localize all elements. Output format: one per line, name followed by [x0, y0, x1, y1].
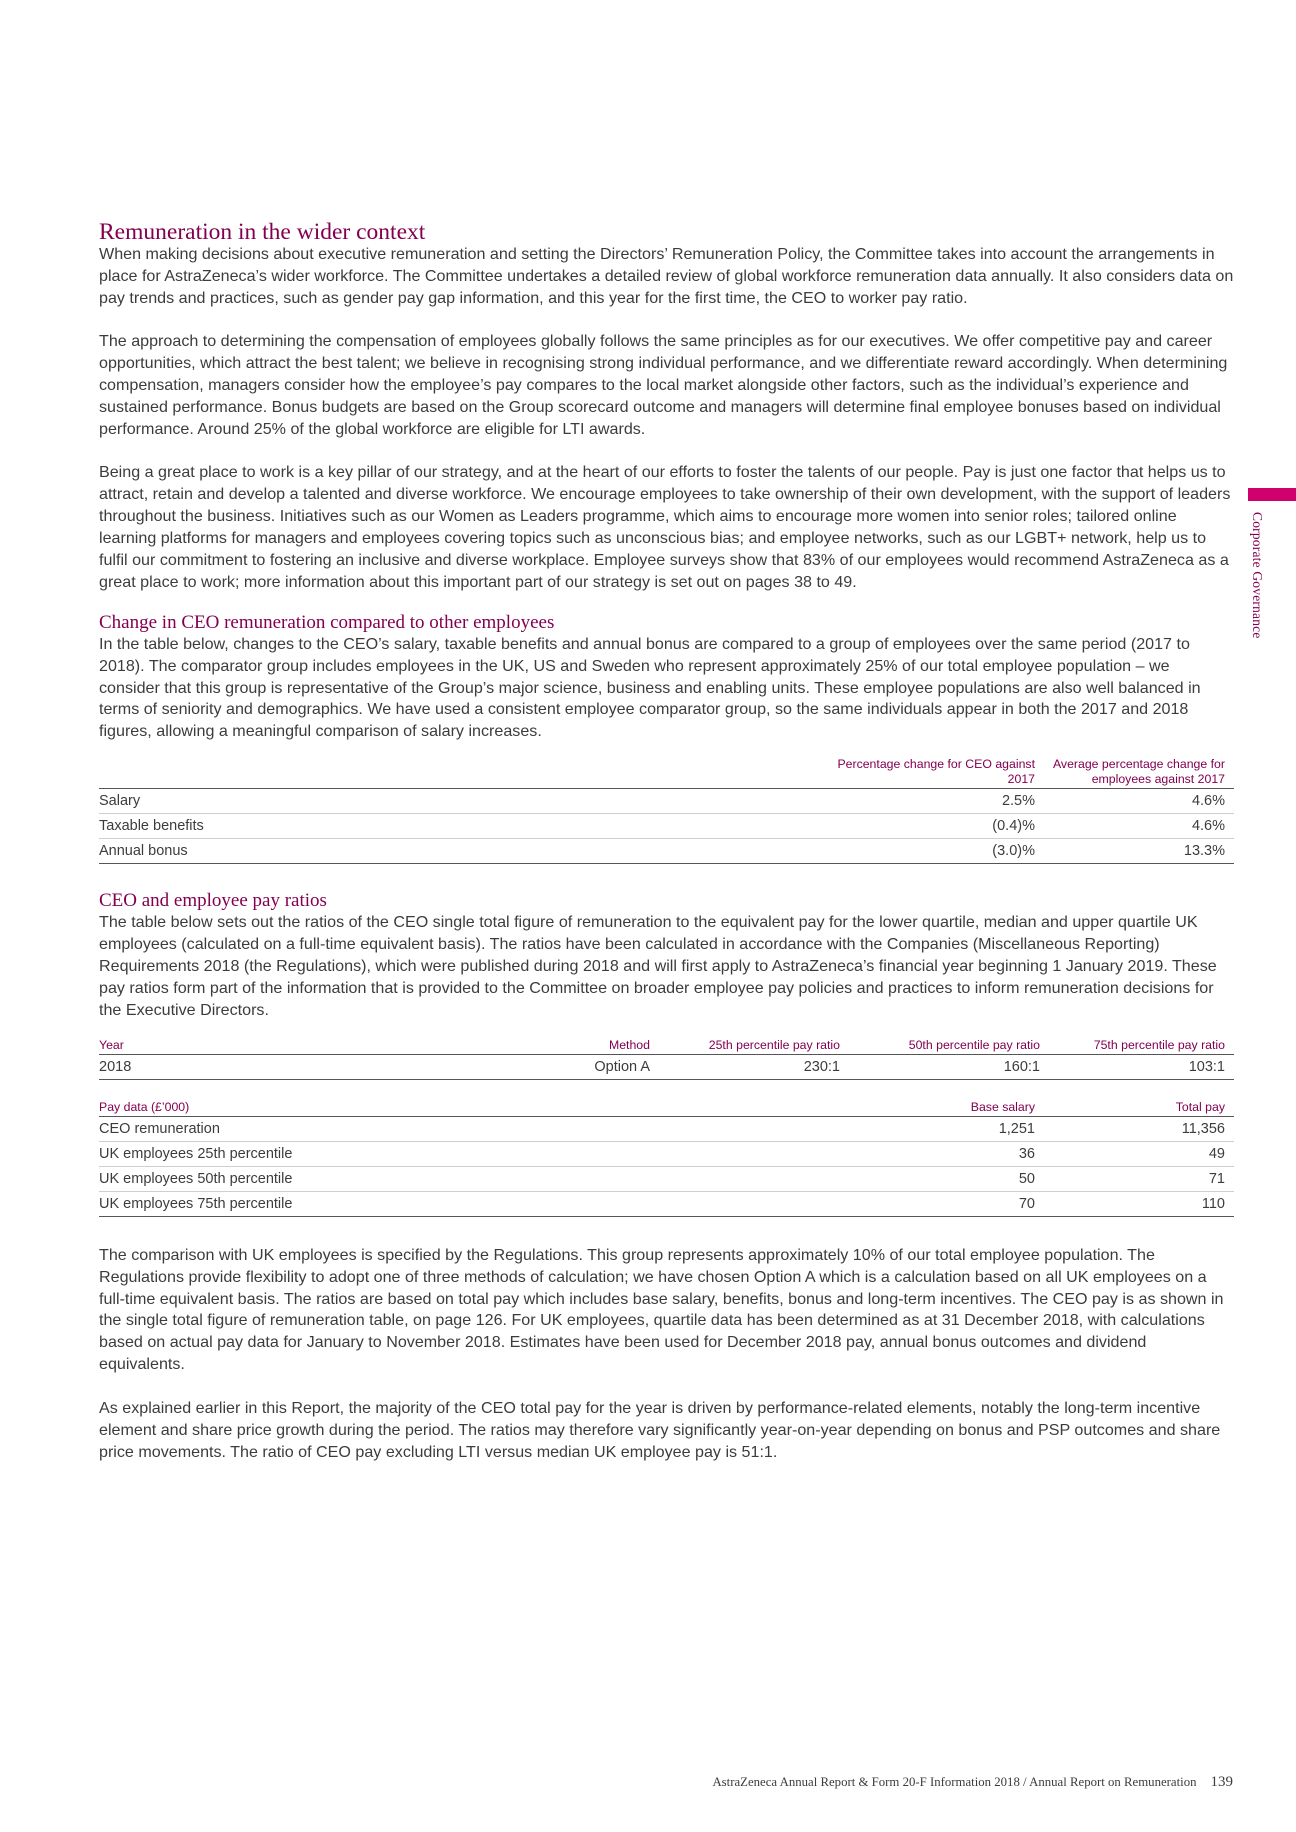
- table-cell: 230:1: [659, 1054, 849, 1079]
- table-header-cell: [99, 757, 824, 789]
- table-header-cell: Total pay: [1044, 1100, 1234, 1117]
- table-cell: 1,251: [824, 1116, 1044, 1141]
- table-cell: 50: [824, 1166, 1044, 1191]
- table-cell: 70: [824, 1191, 1044, 1216]
- paragraph: The table below sets out the ratios of the CEO single total figure of remuneration to the equivalent pay for the lower quartile, median and upper quartile UK employees (calculated on a full-time equivalent basis). The ratios have been calculated in accordance with the Companies (Miscellaneous Reporting) Requirements 2018 (the Regulations), which were published during 2018 and will first apply to AstraZeneca’s financial year beginning 1 January 2019. These pay ratios form part of the information that is provided to the Committee on broader employee pay policies and practices to inform remuneration decisions for the Executive Directors.: [99, 913, 1217, 1019]
- table-row: [99, 814, 1234, 839]
- table-header-cell: Percentage change for CEO against 2017: [824, 757, 1044, 789]
- paragraph: When making decisions about executive remuneration and setting the Directors’ Remuneration Policy, the Committee takes into account the arrangements in place for AstraZeneca’s wider workforce. The Committee undertakes a detailed review of global workforce remuneration data annually. It also considers data on pay trends and practices, such as gender pay gap information, and this year for the first time, the CEO to worker pay ratio.: [99, 245, 1234, 307]
- table-header-cell: 25th percentile pay ratio: [659, 1038, 849, 1055]
- table-row: [99, 1166, 1234, 1191]
- table-row: [99, 1191, 1234, 1216]
- paragraph: The comparison with UK employees is specified by the Regulations. This group represents approximately 10% of our total employee population. The Regulations provide flexibility to adopt one of three methods of calculation; we have chosen Option A which is a calculation based on all UK employees on a full-time equivalent basis. The ratios are based on total pay which includes base salary, benefits, bonus and long-term incentives. The CEO pay is as shown in the single total figure of remuneration table, on page 126. For UK employees, quartile data has been determined as at 31 December 2018, with calculations based on actual pay data for January to November 2018. Estimates have been used for December 2018 pay, annual bonus outcomes and dividend equivalents.: [99, 1245, 1224, 1374]
- table-cell: 160:1: [849, 1054, 1049, 1079]
- table-cell: UK employees 50th percentile: [99, 1166, 824, 1191]
- table-cell: CEO remuneration: [99, 1116, 824, 1141]
- paragraph: The approach to determining the compensation of employees globally follows the same principles as for our executives. We offer competitive pay and career opportunities, which attract the best talent; we believe in recognising strong individual performance, and we differentiate reward accordingly. When determining compensation, managers consider how the employee’s pay compares to the local market alongside other factors, such as the individual’s experience and sustained performance. Bonus budgets are based on the Group scorecard outcome and managers will determine final employee bonuses based on individual performance. Around 25% of the global workforce are eligible for LTI awards.: [99, 332, 1228, 438]
- table-cell: Taxable benefits: [99, 814, 824, 839]
- table-cell: (0.4)%: [824, 814, 1044, 839]
- paragraph: As explained earlier in this Report, the majority of the CEO total pay for the year is driven by performance-related elements, notably the long-term incentive element and share price growth during the period. The ratios may therefore vary significantly year-on-year depending on bonus and PSP outcomes and share price movements. The ratio of CEO pay excluding LTI versus median UK employee pay is 51:1.: [99, 1398, 1221, 1461]
- table-header-cell: 50th percentile pay ratio: [849, 1038, 1049, 1055]
- table-cell: 49: [1044, 1141, 1234, 1166]
- table-cell: Annual bonus: [99, 839, 824, 864]
- page-number: 139: [1210, 1774, 1233, 1790]
- table-header-cell: 75th percentile pay ratio: [1049, 1038, 1234, 1055]
- table-cell: 2.5%: [824, 789, 1044, 814]
- table-cell: 13.3%: [1044, 839, 1234, 864]
- table-row: [99, 1116, 1234, 1141]
- table-cell: 110: [1044, 1191, 1234, 1216]
- table-cell: 4.6%: [1044, 814, 1234, 839]
- table-header-cell: Base salary: [824, 1100, 1044, 1117]
- table-cell: 4.6%: [1044, 789, 1234, 814]
- pay-data-table: [99, 1100, 1234, 1217]
- section-heading-pay-ratios: CEO and employee pay ratios: [99, 890, 327, 912]
- table-cell: 71: [1044, 1166, 1234, 1191]
- table-row: [99, 839, 1234, 864]
- section-tab-label: Corporate Governance: [1250, 512, 1265, 639]
- page-footer: [712, 1774, 1233, 1791]
- table-row: [99, 1054, 1234, 1079]
- table-header-row: [99, 1100, 1234, 1117]
- table-cell: Option A: [459, 1054, 659, 1079]
- table-cell: (3.0)%: [824, 839, 1044, 864]
- table-header-cell: Year: [99, 1038, 459, 1055]
- table-header-row: [99, 1038, 1234, 1055]
- table-cell: 11,356: [1044, 1116, 1234, 1141]
- paragraph: In the table below, changes to the CEO’s salary, taxable benefits and annual bonus are compared to a group of employees over the same period (2017 to 2018). The comparator group includes employees in the UK, US and Sweden who represent approximately 25% of our total employee population – we consider that this group is representative of the Group’s major science, business and enabling units. These employee populations are also well balanced in terms of seniority and demographics. We have used a consistent employee comparator group, so the same individuals appear in both the 2017 and 2018 figures, allowing a meaningful comparison of salary increases.: [99, 634, 1201, 741]
- table-header-cell: Pay data (£’000): [99, 1100, 824, 1117]
- table-header-row: [99, 757, 1234, 789]
- section-heading-wider-context: Remuneration in the wider context: [99, 219, 426, 245]
- paragraph: Being a great place to work is a key pillar of our strategy, and at the heart of our efforts to foster the talents of our people. Pay is just one factor that helps us to attract, retain and develop a talented and diverse workforce. We encourage employees to take ownership of their own development, with the support of leaders throughout the business. Initiatives such as our Women as Leaders programme, which aims to encourage more women into senior roles; tailored online learning platforms for managers and employees covering topics such as unconscious bias; and employee networks, such as our LGBT+ network, help us to fulfil our commitment to fostering an inclusive and diverse workplace. Employee surveys show that 83% of our employees would recommend AstraZeneca as a great place to work; more information about this important part of our strategy is set out on pages 38 to 49.: [99, 463, 1231, 591]
- pay-ratio-table: [99, 1038, 1234, 1080]
- table-row: [99, 789, 1234, 814]
- page-content: [99, 220, 1234, 1463]
- table-row: [99, 1141, 1234, 1166]
- ceo-change-table: [99, 757, 1234, 864]
- table-cell: UK employees 25th percentile: [99, 1141, 824, 1166]
- table-header-cell: Method: [459, 1038, 659, 1055]
- footer-title: AstraZeneca Annual Report & Form 20-F Information 2018 / Annual Report on Remuneration: [712, 1775, 1197, 1789]
- table-cell: UK employees 75th percentile: [99, 1191, 824, 1216]
- table-cell: 36: [824, 1141, 1044, 1166]
- section-tab-marker: [1248, 488, 1296, 501]
- table-cell: 103:1: [1049, 1054, 1234, 1079]
- section-heading-ceo-change: Change in CEO remuneration compared to other employees: [99, 611, 555, 633]
- table-header-cell: Average percentage change for employees against 2017: [1044, 757, 1234, 789]
- table-cell: Salary: [99, 789, 824, 814]
- table-cell: 2018: [99, 1054, 459, 1079]
